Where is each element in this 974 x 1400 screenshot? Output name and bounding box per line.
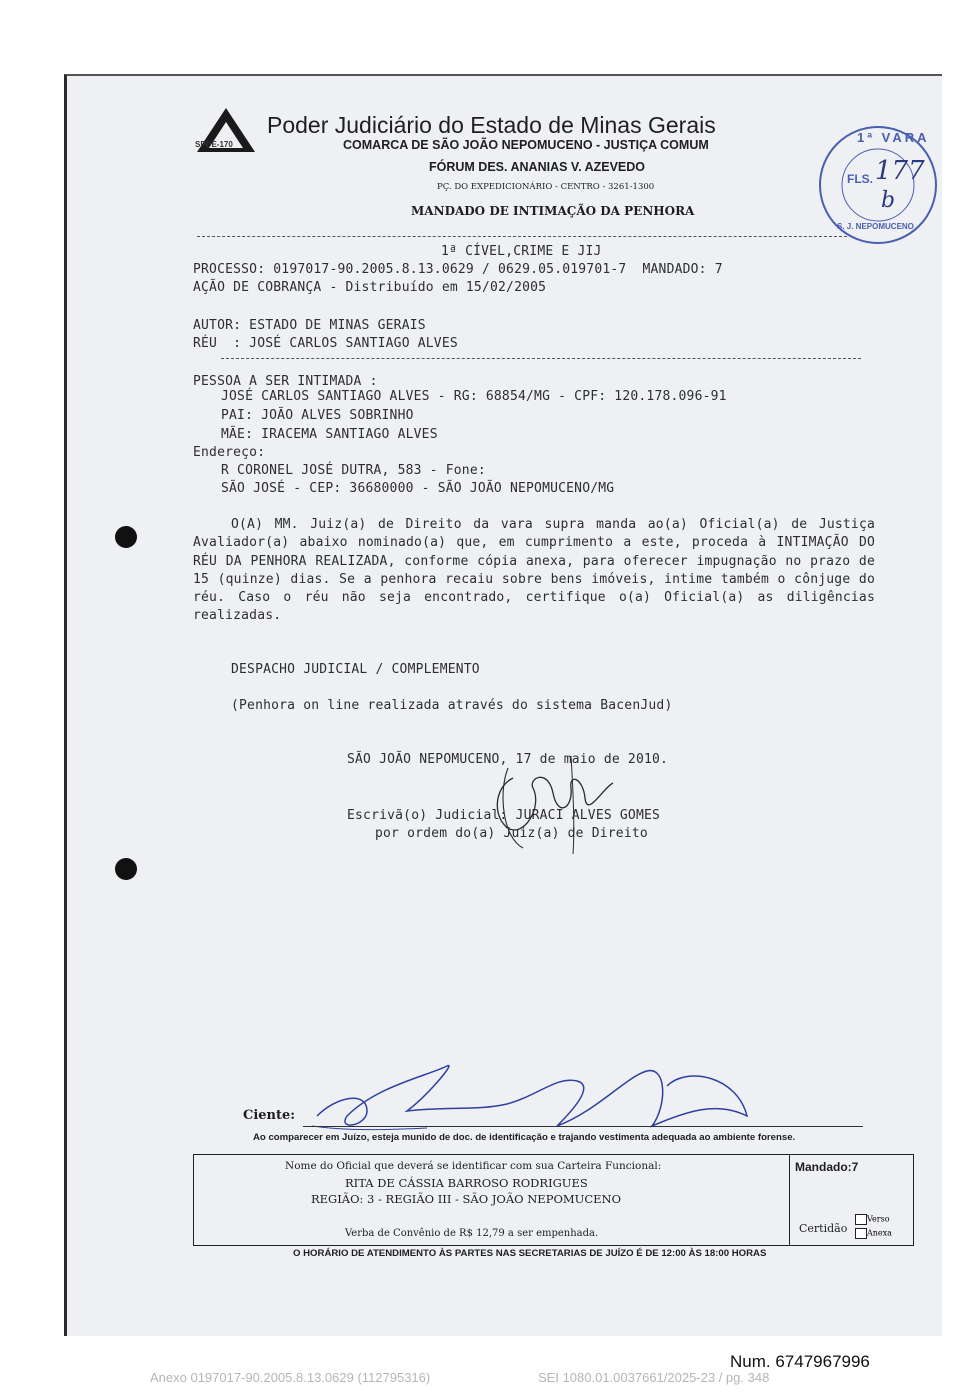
processo-line: PROCESSO: 0197017-90.2005.8.13.0629 / 0629.05.019701-7 MANDADO: 7 [193,262,723,277]
court-title: Poder Judiciário do Estado de Minas Gerais [267,112,716,138]
document-title: MANDADO DE INTIMAÇÃO DA PENHORA [411,204,695,218]
scanned-page [64,74,942,1336]
anexa-checkbox[interactable] [855,1228,867,1239]
verso-label: Verso [867,1214,890,1224]
binder-hole-top [115,526,137,548]
mandate-paragraph: O(A) MM. Juiz(a) de Direito da vara supra manda ao(a) Oficial(a) de Justiça Avaliador(a) abaixo nominado(a) que, em cumprimento a este, proceda à INTIMAÇÃO DO RÉU DA PENHORA REALIZADA, conforme cópia anexa, para oferecer impugnação no prazo de 15 (quinze) dias. Se a penhora recaiu sobre bens imóveis, intime também o cônjuge do réu. Caso o réu não seja encontrado, certifique o(a) Oficial(a) as diligências realizadas. [193,517,875,624]
header-divider [197,236,847,237]
person-heading: PESSOA A SER INTIMADA : [193,374,378,389]
comarca-line: COMARCA DE SÃO JOÃO NEPOMUCENO - JUSTIÇA COMUM [343,138,709,152]
officer-label: Nome do Oficial que deverá se identificar com sua Carteira Funcional: [285,1160,662,1172]
escriva-line: Escrivã(o) Judicial: JURACI ALVES GOMES [347,808,661,823]
ciente-label: Ciente: [243,1108,296,1123]
case-divider [221,358,861,359]
certidao-label: Certidão [799,1222,848,1235]
address-line: PÇ. DO EXPEDICIONÁRIO - CENTRO - 3261-1300 [437,182,655,192]
forum-line: FÓRUM DES. ANANIAS V. AZEVEDO [429,160,645,174]
hours-notice: O HORÁRIO DE ATENDIMENTO ÀS PARTES NAS SECRETARIAS DE JUÍZO É DE 12:00 ÀS 18:00 HORAS [293,1248,767,1259]
penhora-note: (Penhora on line realizada através do sistema BacenJud) [231,698,673,713]
verso-checkbox[interactable] [855,1214,867,1225]
stamp-fls-number: 177 [875,156,925,186]
address-city: SÃO JOSÉ - CEP: 36680000 - SÃO JOÃO NEPOMUCENO/MG [221,481,615,496]
document-number: Num. 6747967996 [730,1352,870,1371]
footer-sei: SEI 1080.01.0037661/2025-23 / pg. 348 [538,1370,770,1385]
person-mother: MÃE: IRACEMA SANTIAGO ALVES [221,427,438,442]
person-father: PAI: JOÃO ALVES SOBRINHO [221,408,414,423]
certidao-verso-option[interactable] [855,1214,890,1225]
stamp-fls-label: FLS. [847,172,873,186]
binder-hole-bottom [115,858,137,880]
verba-line: Verba de Convênio de R$ 12,79 a ser empenhada. [345,1228,599,1239]
stamp-fls-sub: b [881,188,896,213]
footer-anexo: Anexo 0197017-90.2005.8.13.0629 (112795316) [150,1370,431,1385]
place-date: SÃO JOÃO NEPOMUCENO, 17 de maio de 2010. [347,752,669,767]
vara-line: 1ª CÍVEL,CRIME E JIJ [441,244,602,259]
person-name-line: JOSÉ CARLOS SANTIAGO ALVES - RG: 68854/MG - CPF: 120.178.096-91 [221,389,727,404]
anexa-label: Anexa [867,1228,892,1238]
officer-box-divider [789,1154,790,1246]
logo-letters: SPDE-170 [195,140,233,149]
address-street: R CORONEL JOSÉ DUTRA, 583 - Fone: [221,463,486,478]
officer-region: REGIÃO: 3 - REGIÃO III - SÃO JOÃO NEPOMUCENO [311,1192,622,1206]
officer-mandado: Mandado:7 [795,1160,859,1174]
ciente-line [303,1126,863,1127]
autor-line: AUTOR: ESTADO DE MINAS GERAIS [193,318,426,333]
por-ordem-line: por ordem do(a) Juiz(a) de Direito [375,826,648,841]
escriva-signature [453,748,643,858]
stamp-ring-bottom: S. J. NEPOMUCENO [837,222,914,231]
despacho-heading: DESPACHO JUDICIAL / COMPLEMENTO [231,662,480,677]
acao-line: AÇÃO DE COBRANÇA - Distribuído em 15/02/2005 [193,280,547,295]
certidao-anexa-option[interactable] [855,1228,892,1239]
ciente-notice: Ao comparecer em Juízo, esteja munido de doc. de identificação e trajando vestimenta adequada ao ambiente forense. [253,1132,796,1143]
endereco-label: Endereço: [193,445,266,460]
reu-line: RÉU : JOSÉ CARLOS SANTIAGO ALVES [193,336,458,351]
officer-name: RITA DE CÁSSIA BARROSO RODRIGUES [345,1176,588,1190]
stamp-ring-top: 1ª VARA [857,130,930,145]
